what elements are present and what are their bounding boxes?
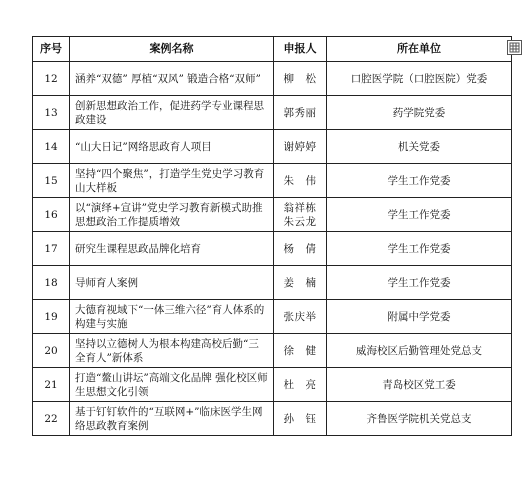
unit-name: 威海校区后勤管理处党总支 (356, 344, 482, 357)
applicant-name-cell (274, 334, 327, 368)
unit-name-cell (327, 402, 512, 436)
case-name-cell (70, 334, 274, 368)
applicant-name-cell (274, 62, 327, 96)
case-name-cell (70, 300, 274, 334)
applicant-name: 朱 伟 (283, 174, 317, 187)
applicant-name-cell (274, 164, 327, 198)
row-number: 12 (44, 72, 58, 85)
unit-name: 齐鲁医学院机关党总支 (366, 412, 472, 425)
applicant-name: 郭秀丽 (283, 106, 317, 119)
case-name: 创新思想政治工作，促进药学专业课程思政建设 (75, 99, 264, 126)
unit-name-cell (327, 368, 512, 402)
unit-name-cell (327, 266, 512, 300)
unit-name: 附属中学党委 (387, 310, 451, 323)
case-name: 导师育人案例 (75, 276, 138, 289)
row-number: 13 (44, 106, 58, 119)
header-applicant: 申报人 (274, 37, 327, 62)
header-unit: 所在单位 (327, 37, 512, 62)
row-number: 19 (44, 310, 58, 323)
row-number-cell (33, 300, 70, 334)
case-table (32, 36, 512, 436)
case-name-cell (70, 368, 274, 402)
case-name: 坚持以立德树人为根本构建高校后勤“三全育人”新体系 (75, 337, 259, 364)
row-number: 16 (44, 208, 58, 221)
applicant-name-cell (274, 96, 327, 130)
applicant-name-cell (274, 402, 327, 436)
case-name: 以“演绎+宣讲”党史学习教育新模式助推思想政治工作提质增效 (75, 201, 263, 228)
applicant-name-cell (274, 130, 327, 164)
row-number-cell (33, 368, 70, 402)
table-row (33, 130, 512, 164)
row-number-cell (33, 130, 70, 164)
table-row (33, 62, 512, 96)
case-name-cell (70, 402, 274, 436)
case-name: 涵养“双德” 厚植“双风” 锻造合格“双师” (75, 72, 261, 85)
unit-name: 机关党委 (398, 140, 440, 153)
unit-name: 青岛校区党工委 (382, 378, 456, 391)
row-number-cell (33, 96, 70, 130)
unit-name-cell (327, 96, 512, 130)
applicant-name-cell (274, 232, 327, 266)
table-grid-icon[interactable] (507, 40, 522, 55)
unit-name: 药学院党委 (392, 106, 446, 119)
row-number-cell (33, 266, 70, 300)
case-name-cell (70, 62, 274, 96)
row-number: 18 (44, 276, 58, 289)
unit-name-cell (327, 198, 512, 232)
row-number: 15 (44, 174, 58, 187)
applicant-name-cell (274, 368, 327, 402)
case-name-cell (70, 96, 274, 130)
row-number-cell (33, 334, 70, 368)
table-row (33, 232, 512, 266)
table-row (33, 402, 512, 436)
row-number-cell (33, 62, 70, 96)
case-name-cell (70, 164, 274, 198)
unit-name: 学生工作党委 (387, 276, 451, 289)
header-no: 序号 (33, 37, 70, 62)
header-row (33, 37, 512, 62)
table-row (33, 198, 512, 232)
applicant-name-cell (274, 198, 327, 232)
table-row (33, 368, 512, 402)
case-name: “山大日记”网络思政育人项目 (75, 140, 212, 153)
case-name: 大德育视域下“一体三维六径”育人体系的构建与实施 (75, 303, 265, 330)
unit-name-cell (327, 130, 512, 164)
table-row (33, 266, 512, 300)
applicant-name: 柳 松 (283, 72, 317, 85)
case-name: 基于钉钉软件的“互联网+”临床医学生网络思政教育案例 (75, 405, 263, 432)
table-row (33, 334, 512, 368)
unit-name: 学生工作党委 (387, 174, 451, 187)
applicant-name: 翁祥栋 朱云龙 (283, 201, 317, 228)
row-number: 21 (44, 378, 58, 391)
row-number: 17 (44, 242, 58, 255)
applicant-name-cell (274, 266, 327, 300)
header-case-name: 案例名称 (70, 37, 274, 62)
table-body (33, 62, 512, 436)
applicant-name: 徐 健 (283, 344, 317, 357)
row-number-cell (33, 164, 70, 198)
table-row (33, 96, 512, 130)
unit-name: 学生工作党委 (387, 242, 451, 255)
unit-name-cell (327, 164, 512, 198)
unit-name-cell (327, 334, 512, 368)
applicant-name: 张庆举 (283, 310, 317, 323)
row-number-cell (33, 232, 70, 266)
unit-name-cell (327, 232, 512, 266)
unit-name-cell (327, 300, 512, 334)
case-name-cell (70, 232, 274, 266)
applicant-name: 孙 钰 (283, 412, 317, 425)
applicant-name-cell (274, 300, 327, 334)
unit-name: 学生工作党委 (387, 208, 451, 221)
case-name-cell (70, 266, 274, 300)
applicant-name: 杨 倩 (283, 242, 317, 255)
row-number: 22 (44, 412, 58, 425)
case-name-cell (70, 198, 274, 232)
case-name: 坚持“四个聚焦”，打造学生党史学习教育山大样板 (75, 167, 265, 194)
applicant-name: 姜 楠 (283, 276, 317, 289)
row-number-cell (33, 402, 70, 436)
applicant-name: 谢婷婷 (283, 140, 317, 153)
row-number: 14 (44, 140, 58, 153)
row-number: 20 (44, 344, 58, 357)
case-name: 打造“鳌山讲坛”高端文化品牌 强化校区师生思想文化引领 (75, 371, 268, 398)
applicant-name: 杜 亮 (283, 378, 317, 391)
case-name-cell (70, 130, 274, 164)
case-name: 研究生课程思政品牌化培育 (75, 242, 201, 255)
table-row (33, 164, 512, 198)
table-row (33, 300, 512, 334)
unit-name-cell (327, 62, 512, 96)
row-number-cell (33, 198, 70, 232)
unit-name: 口腔医学院（口腔医院）党委 (350, 72, 488, 85)
